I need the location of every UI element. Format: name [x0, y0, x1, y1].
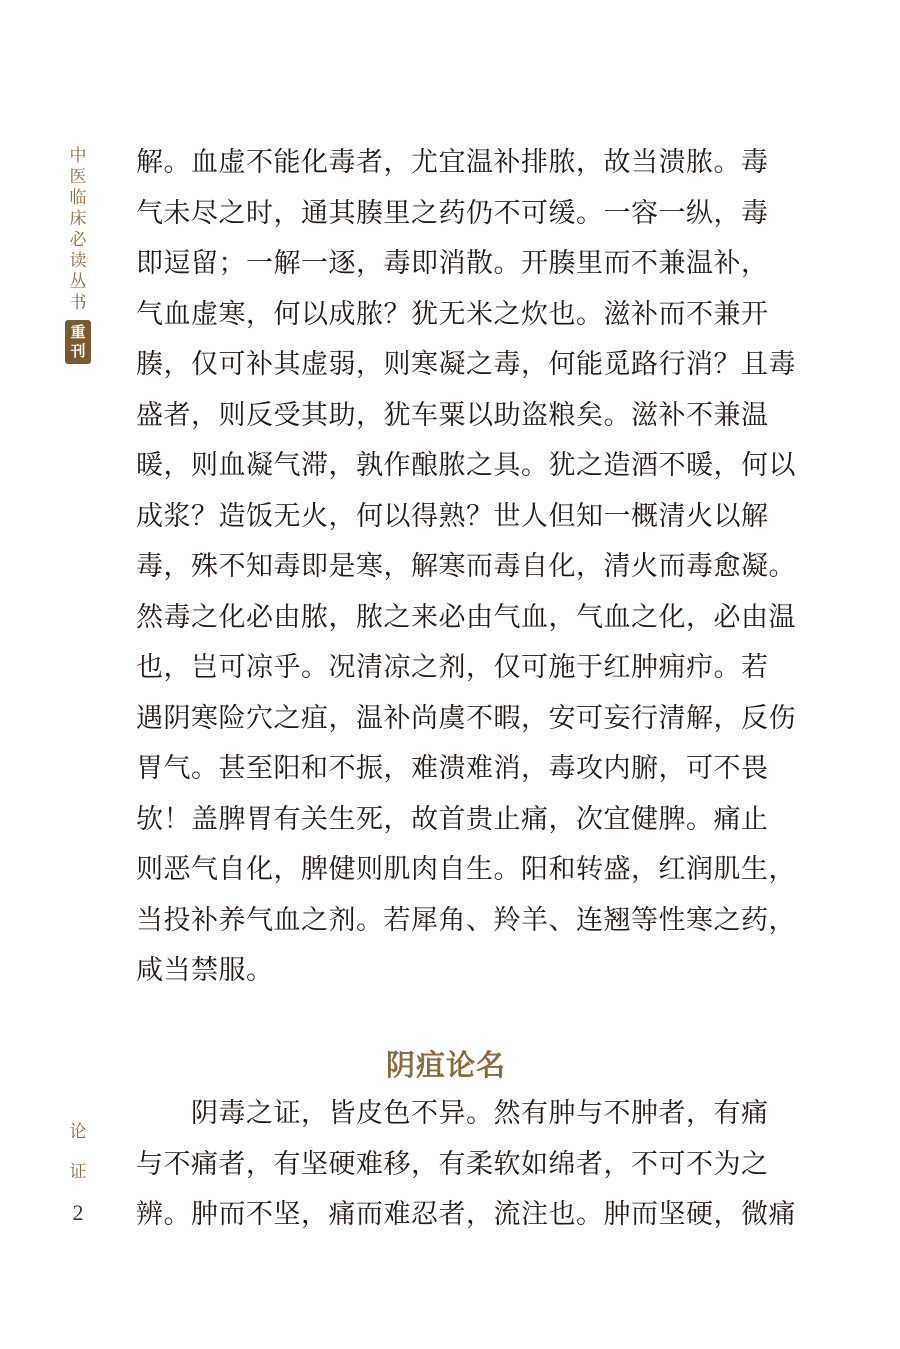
text-line: 然毒之化必由脓，脓之来必由气血，气血之化，必由温	[136, 601, 796, 633]
series-char: 床	[69, 209, 87, 229]
text-line: 辨。肿而不坚，痛而难忍者，流注也。肿而坚硬，微痛	[136, 1199, 796, 1230]
text-line: 盛者，则反受其助，犹车粟以助盗粮矣。滋补不兼温	[136, 399, 769, 431]
series-char: 书	[69, 293, 87, 313]
text-line: 则恶气自化，脾健则肌肉自生。阳和转盛，红润肌生，	[136, 854, 796, 885]
seal-char: 重	[70, 323, 86, 341]
text-line: 与不痛者，有坚硬难移，有柔软如绵者，不可不为之	[136, 1148, 769, 1180]
text-line: 即逗留；一解一逐，毒即消散。开腠里而不兼温补，	[136, 248, 769, 279]
text-line: 腠，仅可补其虚弱，则寒凝之毒，何能觅路行消？且毒	[136, 349, 796, 380]
series-char: 必	[69, 230, 87, 250]
text-line: 气血虚寒，何以成脓？犹无米之炊也。滋补而不兼开	[136, 298, 769, 330]
body-paragraph-1	[136, 138, 796, 997]
text-line: 当投补养气血之剂。若犀角、羚羊、连翘等性寒之药，	[136, 904, 796, 936]
section-heading: 阴疽论名	[385, 1048, 506, 1082]
series-char: 丛	[69, 272, 87, 292]
page-number: 2	[72, 1200, 84, 1225]
text-line: 成浆？造饭无火，何以得熟？世人但知一概清火以解	[136, 500, 769, 532]
text-line: 欤！盖脾胃有关生死，故首贵止痛，次宜健脾。痛止	[136, 803, 769, 835]
section-char: 证	[69, 1162, 87, 1182]
text-line: 解。血虚不能化毒者，尤宜温补排脓，故当溃脓。毒	[136, 147, 769, 178]
text-line: 咸当禁服。	[136, 955, 274, 986]
series-char: 医	[69, 167, 87, 187]
section-char: 论	[69, 1122, 87, 1142]
series-char: 临	[69, 188, 87, 208]
section-marker-vertical	[64, 1112, 92, 1192]
book-series-vertical-title	[64, 146, 92, 364]
body-paragraph-2	[136, 1089, 796, 1241]
text-line: 毒，殊不知毒即是寒，解寒而毒自化，清火而毒愈凝。	[136, 551, 796, 582]
reprint-seal	[65, 320, 91, 364]
text-line: 遇阴寒险穴之疽，温补尚虞不暇，安可妄行清解，反伤	[136, 702, 796, 734]
series-char: 中	[69, 146, 87, 166]
series-char: 读	[69, 251, 87, 271]
text-line: 阴毒之证，皆皮色不异。然有肿与不肿者，有痛	[136, 1098, 769, 1129]
text-line: 气未尽之时，通其腠里之药仍不可缓。一容一纵，毒	[136, 197, 769, 229]
seal-char: 刊	[70, 342, 86, 360]
text-line: 暖，则血凝气滞，孰作酿脓之具。犹之造酒不暖，何以	[136, 450, 796, 481]
text-line: 胃气。甚至阳和不振，难溃难消，毒攻内腑，可不畏	[136, 753, 769, 784]
text-line: 也，岂可凉乎。况清凉之剂，仅可施于红肿痈疖。若	[136, 652, 769, 683]
